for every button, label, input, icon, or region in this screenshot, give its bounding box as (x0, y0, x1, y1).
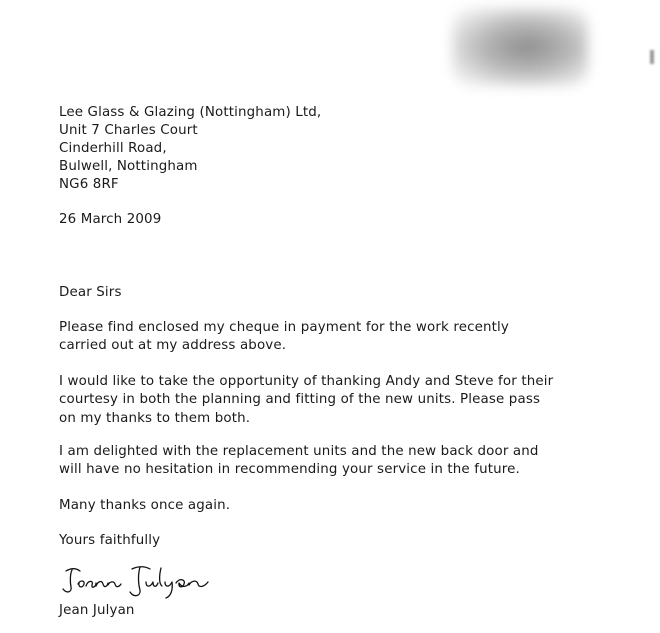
address-line-1: Lee Glass & Glazing (Nottingham) Ltd, (59, 105, 322, 120)
paragraph-line: courtesy in both the planning and fitting of the new units. Please pass (59, 392, 541, 408)
paragraph-line: will have no hesitation in recommending your service in the future. (59, 462, 520, 478)
address-line-5: NG6 8RF (59, 177, 119, 192)
paragraph-thanks-staff (59, 373, 553, 428)
paragraph-payment (59, 319, 509, 356)
paragraph-line: Please find enclosed my cheque in payment for the work recently (59, 320, 509, 335)
paragraph-line: carried out at my address above. (59, 338, 287, 354)
closing: Yours faithfully (59, 533, 161, 548)
paragraph-line: Many thanks once again. (59, 498, 231, 513)
redacted-blur (452, 8, 588, 86)
paragraph-line: I am delighted with the replacement units and the new back door and (59, 444, 539, 459)
paragraph-many-thanks (59, 497, 230, 515)
letter-date: 26 March 2009 (59, 212, 162, 227)
paragraph-line: on my thanks to them both. (59, 410, 251, 426)
recipient-address (59, 104, 321, 194)
handwritten-signature (58, 562, 233, 602)
salutation: Dear Sirs (59, 285, 122, 300)
address-line-4: Bulwell, Nottingham (59, 159, 198, 174)
signed-name: Jean Julyan (59, 603, 135, 618)
paragraph-delighted (59, 443, 539, 480)
paragraph-line: I would like to take the opportunity of thanking Andy and Steve for their (59, 374, 554, 389)
edge-mark (650, 50, 654, 64)
address-line-3: Cinderhill Road, (59, 141, 167, 156)
address-line-2: Unit 7 Charles Court (59, 123, 198, 138)
